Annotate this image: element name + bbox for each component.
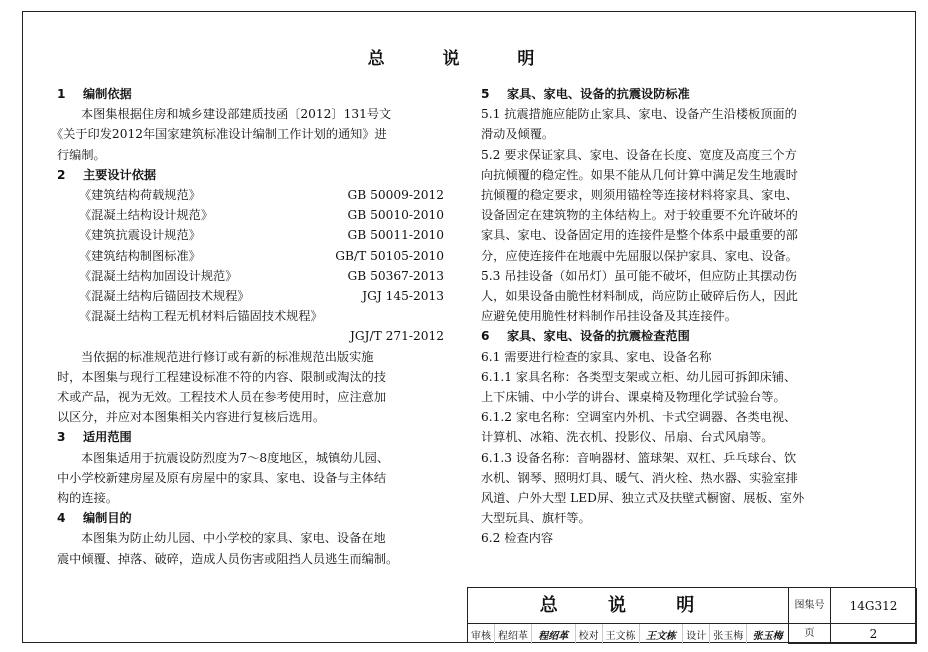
design-signature: 张玉梅: [752, 630, 783, 642]
paragraph-line: 6.1.3 设备名称：音响器材、篮球架、双杠、乒乓球台、饮: [481, 450, 797, 465]
title-block: [467, 587, 916, 643]
section-6-heading: 6 家具、家电、设备的抗震检查范围: [481, 329, 690, 344]
section-5-heading: 5 家具、家电、设备的抗震设防标准: [481, 87, 690, 101]
spec-item: 《混凝土结构后锚固技术规程》 JGJ 145-2013: [79, 289, 444, 304]
page-title: 总 说 明: [367, 49, 561, 69]
page-number-label: 页: [789, 624, 831, 644]
title-block-name: 总 说 明: [468, 588, 789, 624]
section-4-heading: 4 编制目的: [57, 511, 132, 526]
paragraph-line: 震中倾覆、掉落、破碎，造成人员伤害或阻挡人员逃生而编制。: [57, 551, 399, 566]
paragraph-line: 中小学校新建房屋及原有房屋中的家具、家电、设备与主体结: [57, 470, 387, 485]
paragraph-line: 6.1.1 家具名称：各类型支架或立柜、幼儿园可拆卸床铺、: [481, 369, 797, 384]
review-label: 审核: [468, 624, 495, 644]
review-name: 程绍革: [495, 624, 532, 644]
spec-item: 《建筑抗震设计规范》 GB 50011-2010: [79, 228, 444, 243]
design-name: 张玉梅: [710, 624, 747, 644]
atlas-number: 14G312: [831, 588, 917, 624]
spec-code: JGJ/T 271-2012: [349, 329, 444, 344]
check-name: 王文栋: [603, 624, 640, 644]
paragraph-line: 本图集根据住房和城乡建设部建质技函〔2012〕131号文: [81, 107, 392, 122]
check-label: 校对: [576, 624, 603, 644]
spec-item: 《建筑结构荷载规范》 GB 50009-2012: [79, 188, 444, 203]
paragraph-line: 当依据的标准规范进行修订或有新的标准规范出版实施: [81, 349, 374, 364]
paragraph-line: 6.1.2 家电名称：空调室内外机、卡式空调器、各类电视、: [481, 410, 797, 425]
paragraph-line: 上下床铺、中小学的讲台、课桌椅及物理化学试验台等。: [481, 390, 786, 405]
spec-item: 《建筑结构制图标准》 GB/T 50105-2010: [79, 248, 444, 263]
paragraph-line: 水机、钢琴、照明灯具、暖气、消火栓、热水器、实验室排: [481, 470, 798, 485]
section-6-body: [481, 347, 863, 549]
paragraph-line: 分，应使连接件在地震中先屈服以保护家具、家电、设备。: [481, 248, 798, 263]
atlas-number-label: 图集号: [789, 588, 831, 624]
right-column: [481, 84, 863, 549]
check-signature: 王文栋: [640, 624, 684, 644]
paragraph-line: 设备固定在建筑物的主体结构上。对于较重要不允许破坏的: [481, 208, 798, 223]
signature-row: [468, 624, 789, 644]
paragraph-line: 滑动及倾覆。: [481, 127, 555, 142]
spec-item: 《混凝土结构设计规范》 GB 50010-2010: [79, 208, 444, 223]
paragraph-line: 6.2 检查内容: [481, 531, 554, 546]
paragraph-line: 5.1 抗震措施应能防止家具、家电、设备产生沿楼板顶面的: [481, 107, 797, 122]
paragraph-line: 《关于印发2012年国家建筑标准设计编制工作计划的通知》进: [51, 127, 387, 142]
section-5-body: [481, 104, 863, 326]
paragraph-line: 本图集适用于抗震设防烈度为7～8度地区，城镇幼儿园、: [81, 450, 390, 465]
paragraph-line: 时，本图集与现行工程建设标准不符的内容、限制或淘汰的技: [57, 369, 387, 384]
paragraph-line: 以区分，并应对本图集相关内容进行复核后选用。: [57, 410, 326, 425]
paragraph-line: 家具、家电、设备固定用的连接件是整个体系中最重要的部: [481, 228, 798, 243]
paragraph-line: 行编制。: [57, 147, 106, 162]
review-signature: 程绍革: [532, 624, 576, 644]
spec-item: 《混凝土结构工程无机材料后锚固技术规程》: [79, 309, 323, 324]
paragraph-line: 大型玩具、旗杆等。: [481, 511, 591, 526]
paragraph-line: 5.3 吊挂设备（如吊灯）虽可能不破坏，但应防止其摆动伤: [481, 268, 797, 283]
paragraph-line: 抗倾覆的稳定要求，则须用锚栓等连接材料将家具、家电、: [481, 188, 798, 203]
spec-item: 《混凝土结构加固设计规范》 GB 50367-2013: [79, 268, 444, 283]
left-column: [51, 84, 444, 569]
paragraph-line: 6.1 需要进行检查的家具、家电、设备名称: [481, 349, 712, 364]
paragraph-line: 本图集为防止幼儿园、中小学校的家具、家电、设备在地: [81, 531, 386, 546]
paragraph-line: 术或产品，视为无效。工程技术人员在参考使用时，应注意加: [57, 390, 387, 405]
paragraph-line: 人，如果设备由脆性材料制成，尚应防止破碎后伤人，因此: [481, 289, 798, 304]
section-3-heading: 3 适用范围: [57, 430, 132, 445]
paragraph-line: 风道、户外大型 LED屏、独立式及扶壁式橱窗、展板、室外: [481, 491, 805, 506]
section-1-heading: 1 编制依据: [57, 87, 132, 101]
spec-list: [57, 185, 444, 347]
design-label: 设计: [683, 624, 710, 644]
section-2-heading: 2 主要设计依据: [57, 167, 157, 182]
page-number: 2: [831, 624, 917, 644]
paragraph-line: 应避免使用脆性材料制作吊挂设备及其连接件。: [481, 309, 737, 324]
paragraph-line: 构的连接。: [57, 491, 118, 506]
paragraph-line: 计算机、冰箱、洗衣机、投影仪、吊扇、台式风扇等。: [481, 430, 774, 445]
paragraph-line: 向抗倾覆的稳定性。如果不能从几何计算中满足发生地震时: [481, 167, 798, 182]
paragraph-line: 5.2 要求保证家具、家电、设备在长度、宽度及高度三个方: [481, 147, 797, 162]
